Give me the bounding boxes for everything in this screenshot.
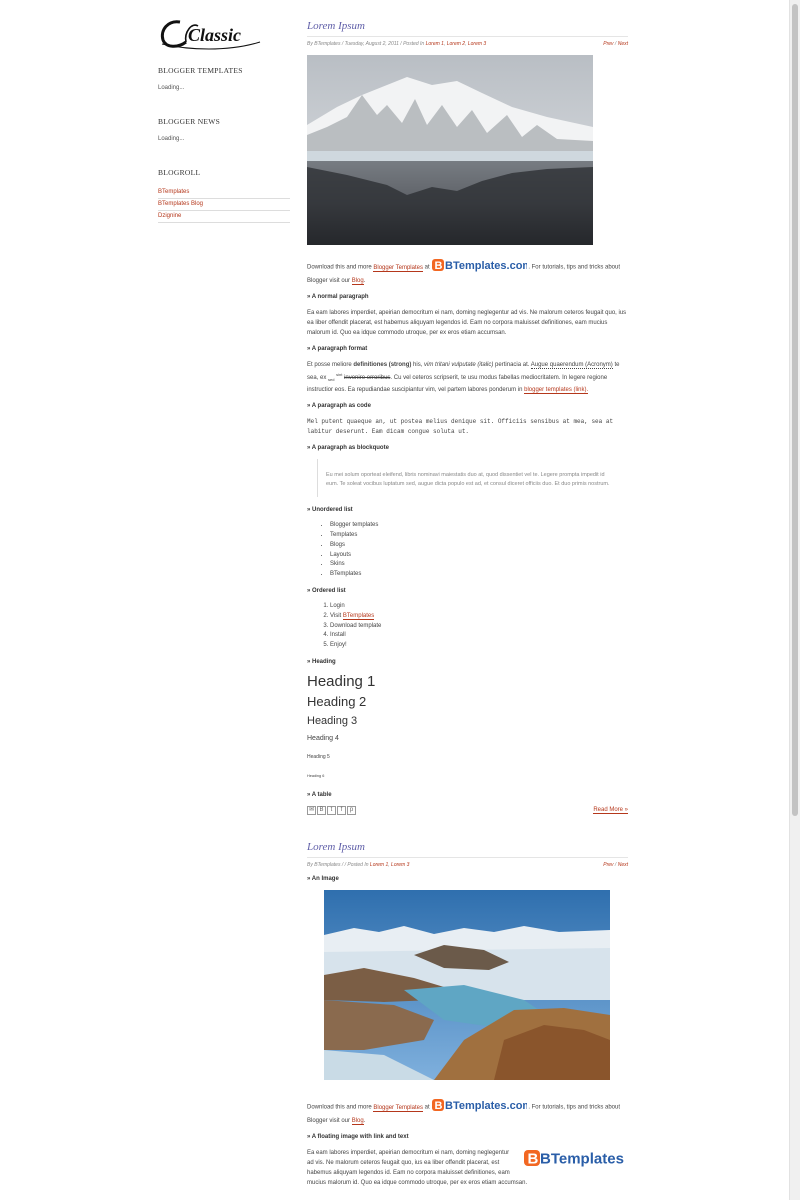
btemplates-logo[interactable] [432,258,527,276]
prev-link[interactable]: Prev [603,41,614,47]
text: . Cu vel ceteros scripserit, te usu modus fabellas mediocritatem. In legere regione instructior eos. Ea repudiandae suscipiantur vim, vel partem labores ponderum in [307,375,608,394]
normal-paragraph: Ea eam labores imperdiet, apeirian democritum ei nam, doming neglegentur ad vis. Ne malorum ceteros feugait quo, ius ea liber offendit placerat, est habemus aliquyam legendos id. Eam no corpora maluisset definitiones, eam mucius malorum id. Quo ea idque commodo utroque, per ex eros etiam accumsan. [307,310,627,336]
section-heading: » A table [307,791,332,798]
email-icon[interactable]: ✉ [308,806,315,813]
by-label: By [307,41,315,47]
italic-text: vim tritani vulputate (italic) [424,362,494,368]
blog-link[interactable]: Blog [351,278,364,284]
heading-3: Heading 3 [307,714,358,727]
vertical-scrollbar[interactable] [789,0,800,1200]
post-meta [307,862,628,868]
btemplates-link[interactable]: BTemplates [342,612,375,619]
text: . For tutorials, tips and tricks about Blogger visit our [307,264,621,284]
sup-text: sint [336,372,343,377]
sidebar-section-blogger-templates [158,66,290,91]
mountain-lake-image [307,55,593,245]
share-buttons [307,806,356,815]
nav-separator: / [613,41,618,47]
floating-image-paragraph [307,1148,628,1188]
acronym-text: Augue quaerendum (Acronym) [530,362,613,368]
loading-text: Loading... [158,85,185,91]
loading-text: Loading... [158,136,185,142]
logo-text: Classic [188,25,242,45]
blog-logo[interactable] [158,14,262,52]
text: at [422,264,432,271]
section-heading: » A paragraph format [307,346,368,352]
label-link[interactable]: Lorem 2 [446,41,466,47]
post-footer [307,806,628,815]
heading-6: Heading 6 [307,773,325,778]
text: Et posse meliore [307,362,354,368]
heading-2: Heading 2 [307,693,367,709]
list-item: • Skins [330,560,628,570]
list-item: • Blogs [330,541,628,551]
list-item: 3. Download template [330,622,628,632]
section-heading: » A paragraph as code [307,403,371,410]
pinterest-icon[interactable]: p [347,806,356,815]
main-content [307,20,628,1196]
post-byline: By BTemplates / / Posted In Lorem 1, Lorem 3 [307,861,410,868]
blogger-templates-link[interactable]: blogger templates (link). [524,387,589,394]
post-title[interactable]: Lorem Ipsum [307,20,628,37]
sidebar-heading: BLOGGER TEMPLATES [158,66,243,75]
svg-text:B: B [434,1099,443,1112]
sidebar-heading: BLOGROLL [158,168,201,177]
list-item: • Templates [330,531,628,541]
btemplates-logo-text: BTemplates.com [445,260,528,272]
list-item: 5. Enjoy! [330,641,628,651]
by-label: By [307,861,315,868]
post-meta [307,41,628,47]
download-paragraph [307,258,628,286]
section-heading: » Heading [307,658,336,665]
blogger-templates-link[interactable]: Blogger Templates [373,264,423,271]
nav-separator: / [613,861,618,868]
post-author: BTemplates [314,41,341,47]
post-nav [603,41,628,47]
heading-4: Heading 4 [307,734,339,742]
post-title[interactable]: Lorem Ipsum [307,841,628,858]
sidebar-heading: BLOGGER NEWS [158,117,221,126]
section-heading: » A floating image with link and text [307,1133,409,1140]
btemplates-float-logo-text: BTemplates [540,1150,624,1168]
text: . For tutorials, tips and tricks about Blogger visit our [307,1104,621,1124]
heading-1: Heading 1 [307,672,376,690]
twitter-icon[interactable]: t [327,806,336,815]
post [307,20,628,815]
sidebar-section-blogger-news [158,117,290,142]
text: . [363,1117,366,1124]
facebook-icon[interactable]: f [337,806,346,815]
text: at [422,1104,432,1111]
post-byline: By BTemplates / Tuesday, August 2, 2011 / Posted In Lorem 1, Lorem 2, Lorem 3 [307,41,487,47]
label-link[interactable]: Lorem 1 [425,41,444,47]
next-link[interactable]: Next [617,41,628,47]
btemplates-logo-text: BTemplates.com [445,1099,528,1112]
text: pertinacia at. [493,362,531,368]
blog-this-icon[interactable]: B [317,806,326,815]
list-item [330,612,628,622]
btemplates-float-logo[interactable] [524,1148,628,1173]
float-text: Ea eam labores imperdiet, apeirian democritum ei nam, doming neglegentur ad vis. Ne malorum ceteros feugait quo, ius ea liber offendit placerat, est habemus aliquyam legendos id. Eam no corpora maluisset definitiones, eam mucius malorum id. Quo ea idque commodo utroque, per ex eros etiam accumsan. [307,1149,528,1186]
text: his, [411,362,425,368]
sidebar-section-blogroll [158,168,290,223]
section-heading: » A normal paragraph [307,294,369,300]
ordered-list [307,602,628,651]
label-link[interactable]: Lorem 1 [369,861,389,868]
section-heading: » An Image [307,875,339,882]
blogroll-link-btemplates-blog[interactable]: BTemplates Blog [158,199,290,211]
post-date: / / Posted In [340,861,370,868]
unordered-list [307,521,628,580]
svg-text:B: B [527,1150,539,1168]
list-item: • Blogger templates [330,521,628,531]
prev-link[interactable]: Prev [603,861,614,868]
sidebar [158,14,290,223]
strike-text: invenire erroribus [344,375,391,381]
sub-text: sed [328,377,335,383]
post-date: / Tuesday, August 2, 2011 / Posted In [340,41,426,47]
read-more-link[interactable]: Read More » [593,806,628,813]
list-item: • Layouts [330,551,628,561]
text: Download this and more [307,264,374,271]
section-heading: » A paragraph as blockquote [307,445,389,452]
list-item: 1. Login [330,602,628,612]
antarctic-landscape-image [324,890,610,1080]
svg-text:B: B [434,260,443,272]
text: Download this and more [307,1104,374,1111]
label-link[interactable]: Lorem 3 [391,861,410,868]
section-heading: » Ordered list [307,587,346,594]
scrollbar-thumb[interactable] [792,4,798,816]
section-heading: » Unordered list [307,507,353,514]
next-link[interactable]: Next [617,861,628,868]
text: Visit [330,612,343,619]
post [307,841,628,1188]
text: . [363,278,366,284]
heading-5: Heading 5 [307,753,330,760]
download-paragraph [307,1098,628,1126]
blogroll-link-btemplates[interactable]: BTemplates [158,187,290,199]
code-block: Mel putent quaeque an, ut postea melius denique sit. Officiis sensibus at mea, sea at labitur deserunt. Eam dicam congue soluta ut. [307,418,617,436]
format-paragraph [307,360,628,395]
strong-text: definitiones (strong) [353,362,412,368]
text: te sea, ex [307,362,620,381]
label-link[interactable]: Lorem 3 [467,41,487,47]
post-author: BTemplates [314,861,341,868]
blogger-templates-link[interactable]: Blogger Templates [373,1104,423,1111]
list-item: 4. Install [330,631,628,641]
blogroll-link-dzignine[interactable]: Dzignine [158,211,290,223]
post-nav [603,862,628,868]
list-item: • BTemplates [330,570,628,580]
blockquote: Eu mei solum oporteat eleifend, libris nominavi maiestatis duo at, quod dissentiet vel te. Legere prompta impedit id eum. Te soleat vocibus luptatum sed, augue dicta populo est ad, et consul diceret officiis duo. Et duo primis nostrum. [317,459,628,497]
btemplates-logo[interactable] [432,1098,527,1116]
blog-link[interactable]: Blog [351,1117,364,1124]
